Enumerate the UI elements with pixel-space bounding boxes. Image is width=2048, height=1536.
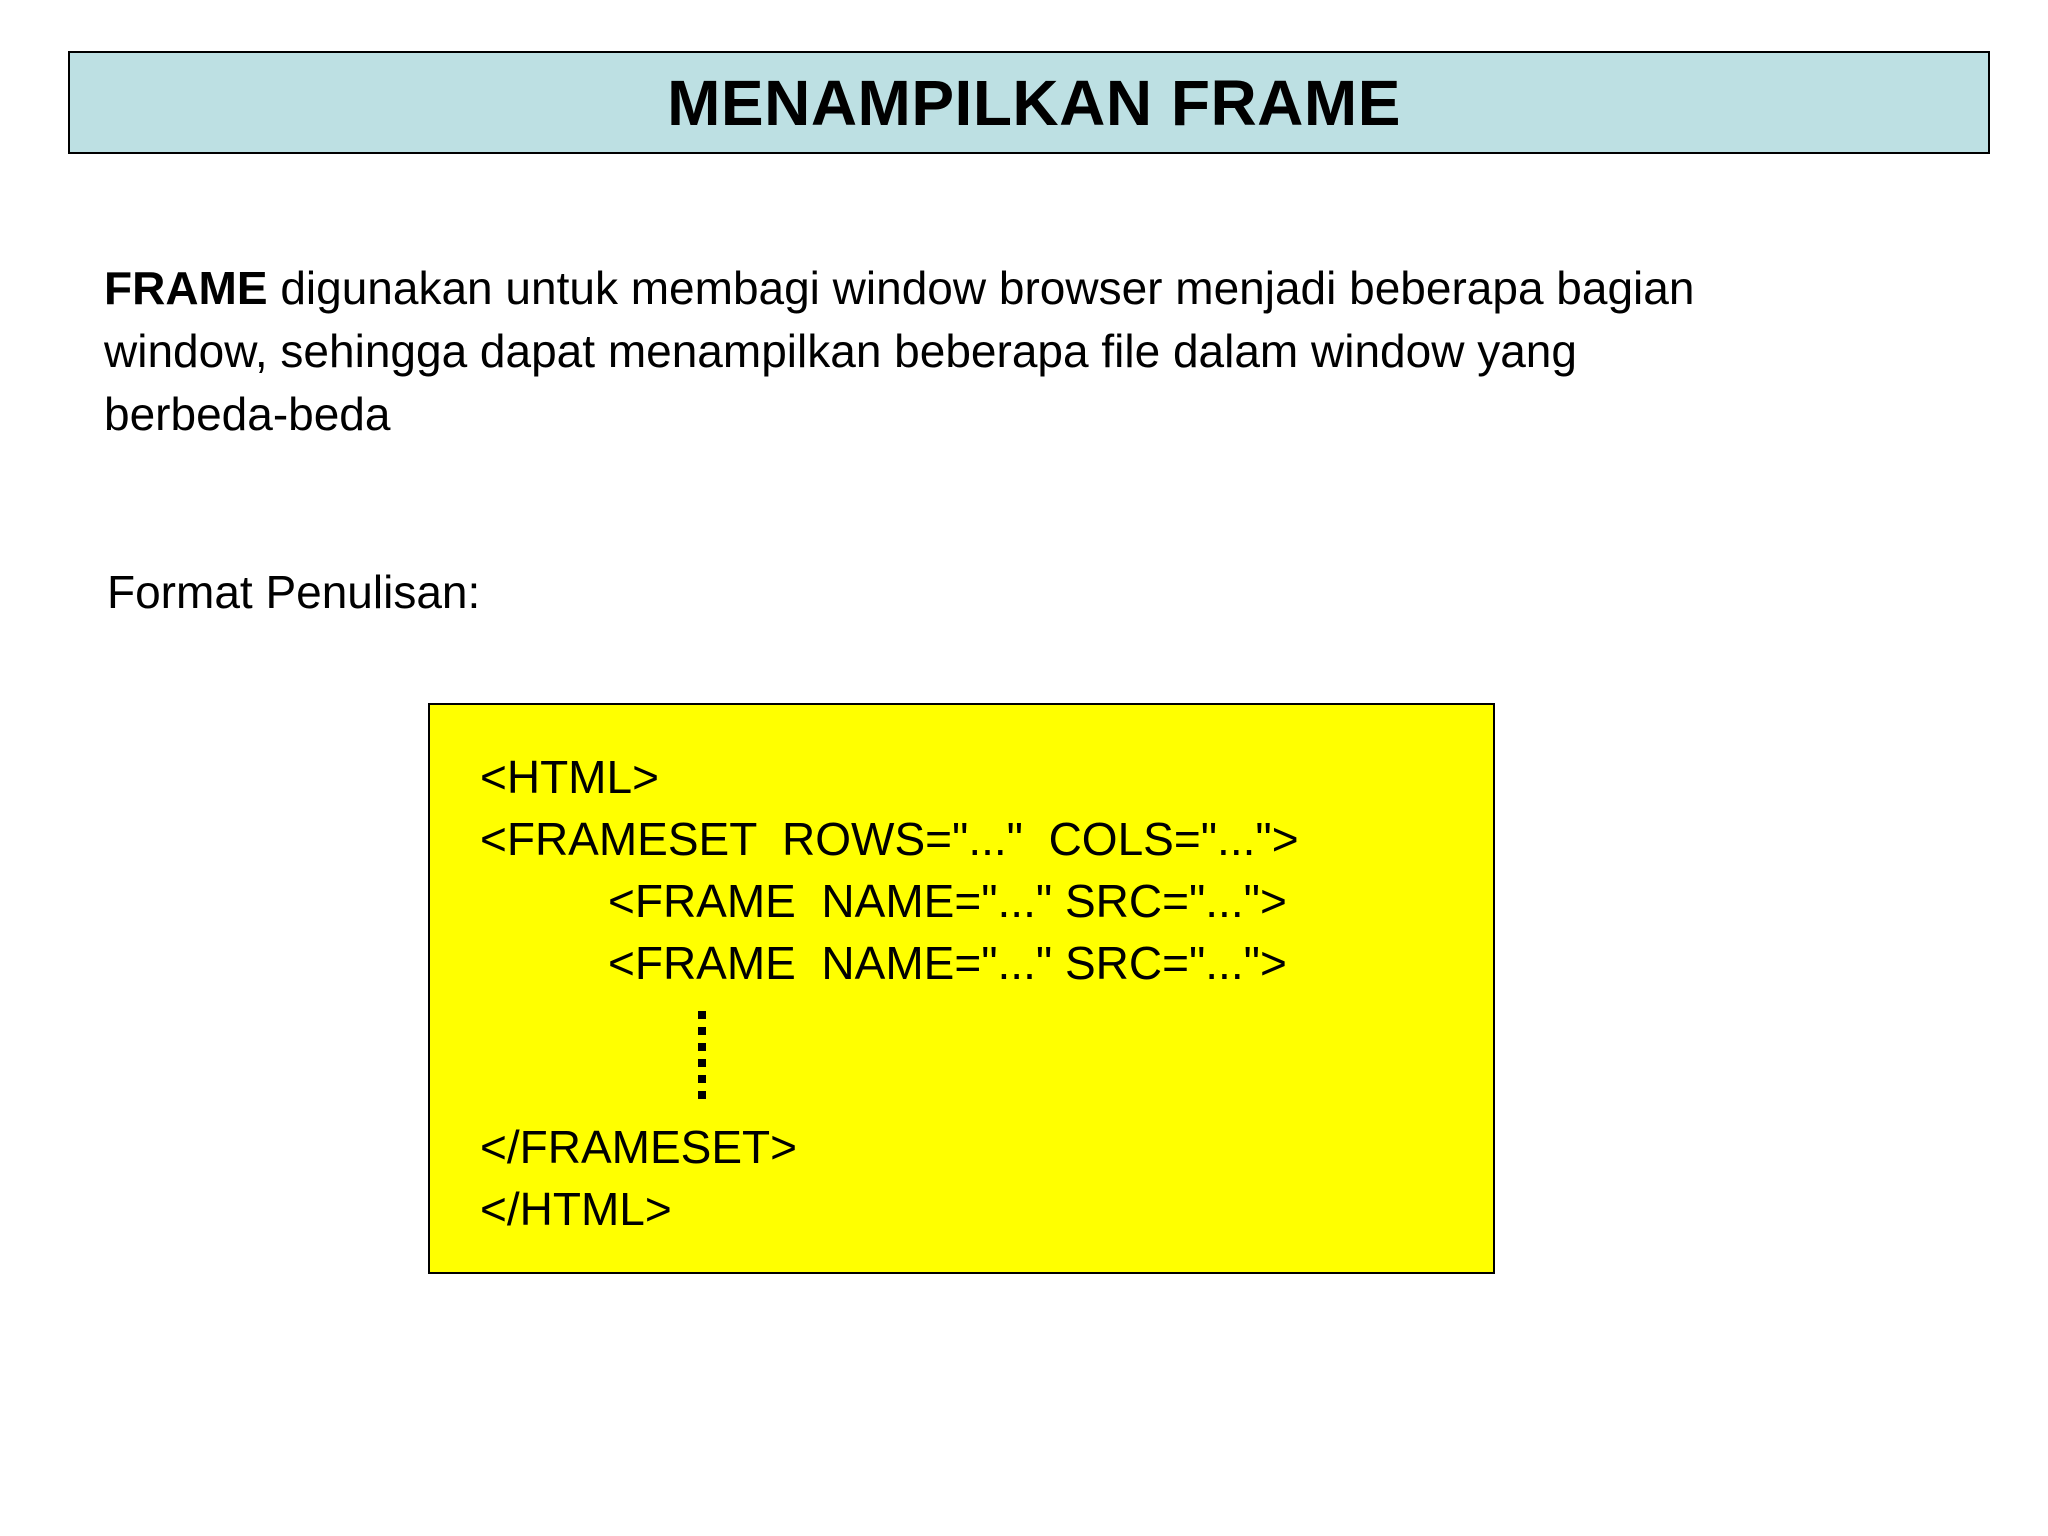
code-line-frame-2: <FRAME NAME="..." SRC="..."> <box>608 937 1287 989</box>
intro-line-2: window, sehingga dapat menampilkan beberapa file dalam window yang <box>104 325 1577 377</box>
intro-line-1: digunakan untuk membagi window browser menjadi beberapa bagian <box>267 262 1695 314</box>
code-line-html-close: </HTML> <box>480 1183 672 1235</box>
code-line-html-open: <HTML> <box>480 751 659 803</box>
intro-paragraph <box>104 257 1984 446</box>
vertical-ellipsis-icon <box>698 1011 708 1111</box>
code-line-frameset-open: <FRAMESET ROWS="..." COLS="..."> <box>480 813 1299 865</box>
intro-term: FRAME <box>104 262 268 314</box>
code-line-frameset-close: </FRAMESET> <box>480 1121 797 1173</box>
code-example-box <box>428 703 1495 1274</box>
slide-title: MENAMPILKAN FRAME <box>667 66 1401 139</box>
code-line-frame-1: <FRAME NAME="..." SRC="..."> <box>608 875 1287 927</box>
title-banner <box>68 51 1990 154</box>
format-label: Format Penulisan: <box>107 566 481 618</box>
intro-line-3: berbeda-beda <box>104 388 391 440</box>
